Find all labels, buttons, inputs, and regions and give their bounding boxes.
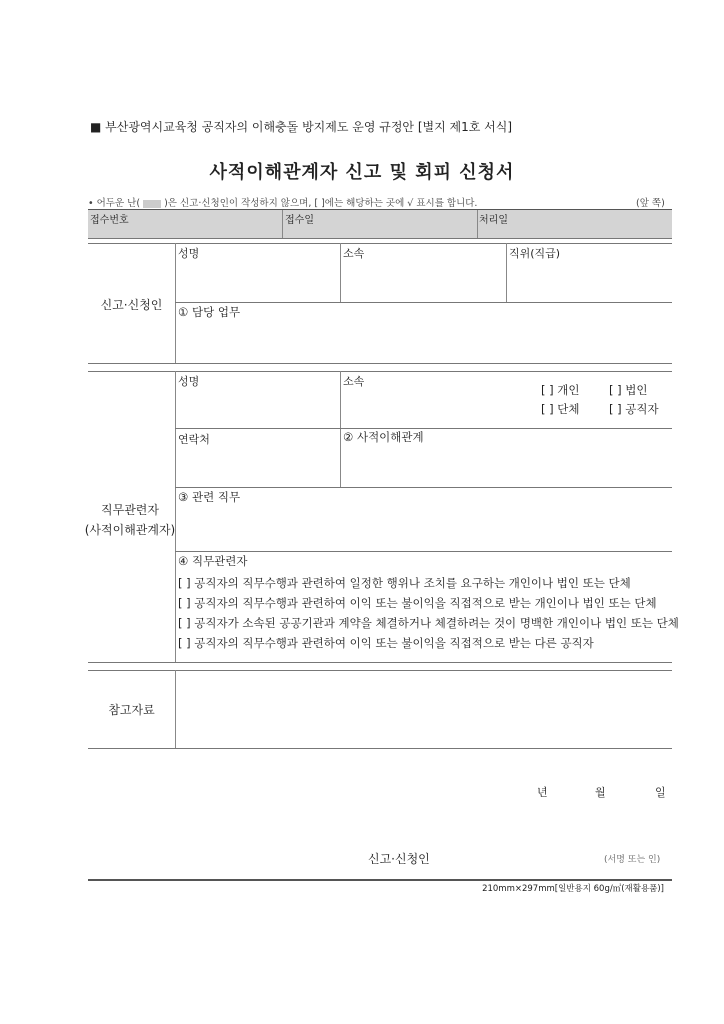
- related-section-label: [80, 500, 180, 540]
- footer-border: [88, 879, 672, 881]
- reference-section-label: 참고자료: [108, 703, 155, 717]
- related-row-divider: [175, 487, 672, 488]
- reporter-position-field[interactable]: 직위(직급): [509, 247, 561, 260]
- notice-text-after: )은 신고·신청인이 작성하지 않으며, [ ]에는 해당하는 곳에 √ 표시를 합니다.: [164, 198, 478, 209]
- shaded-area-sample: [143, 200, 161, 208]
- form-header: ■ 부산광역시교육청 공직자의 이해충돌 방지제도 운영 규정안 [별지 제1호 서식]: [90, 120, 513, 134]
- processing-date-label: 처리일: [479, 215, 508, 226]
- receipt-bottom-border: [88, 238, 672, 239]
- notice-text-before: • 어두운 난(: [88, 198, 141, 209]
- duty-relation-option[interactable]: [ ] 공직자의 직무수행과 관련하여 일정한 행위나 조치를 요구하는 개인이나 법인 또는 단체: [178, 576, 631, 590]
- related-section-label-line2: (사적이해관계자): [84, 523, 176, 537]
- reporter-bottom-border: [88, 363, 672, 364]
- related-row-divider: [175, 551, 672, 552]
- duty-relation-option[interactable]: [ ] 공직자의 직무수행과 관련하여 이익 또는 불이익을 직접적으로 받는 개인이나 법인 또는 단체: [178, 596, 657, 610]
- type-group-checkbox[interactable]: [ ] 단체: [541, 402, 580, 416]
- signature-label: 신고·신청인: [368, 852, 430, 866]
- reporter-divider: [340, 243, 341, 302]
- type-individual-checkbox[interactable]: [ ] 개인: [541, 383, 580, 397]
- related-section-label-line1: 직무관련자: [101, 503, 159, 517]
- reference-bottom-border: [88, 748, 672, 749]
- reporter-label-divider: [175, 243, 176, 363]
- type-official-checkbox[interactable]: [ ] 공직자: [609, 402, 659, 416]
- form-notice: [88, 195, 477, 209]
- receipt-row: [88, 210, 672, 238]
- related-duty-field[interactable]: ③ 관련 직무: [178, 490, 241, 504]
- duty-relation-option[interactable]: [ ] 공직자가 소속된 공공기관과 계약을 체결하거나 체결하려는 것이 명백한 개인이나 법인 또는 단체: [178, 616, 679, 630]
- receipt-number-label: 접수번호: [90, 215, 129, 226]
- related-divider: [340, 371, 341, 487]
- reporter-divider: [506, 243, 507, 302]
- reporter-section-label: 신고·신청인: [100, 298, 163, 312]
- paper-spec: 210mm×297mm[일반용지 60g/㎡(재활용품)]: [482, 884, 664, 894]
- reporter-duty-field[interactable]: ① 담당 업무: [178, 305, 241, 319]
- type-corporation-checkbox[interactable]: [ ] 법인: [609, 383, 648, 397]
- reporter-row-divider: [175, 302, 672, 303]
- reporter-affiliation-field[interactable]: 소속: [343, 247, 365, 260]
- related-bottom-border: [88, 662, 672, 663]
- duty-relation-title: ④ 직무관련자: [178, 554, 248, 568]
- form-title: 사적이해관계자 신고 및 회피 신청서: [209, 162, 515, 183]
- duty-relation-option[interactable]: [ ] 공직자의 직무수행과 관련하여 이익 또는 불이익을 직접적으로 받는 다른 공직자: [178, 636, 594, 650]
- related-relationship-field[interactable]: ② 사적이해관계: [343, 430, 424, 444]
- date-year-label: 년: [537, 786, 548, 799]
- related-affiliation-field[interactable]: 소속: [343, 375, 365, 388]
- date-month-label: 월: [595, 786, 606, 799]
- page-side-note: (앞 쪽): [636, 198, 665, 209]
- receipt-divider: [282, 210, 283, 238]
- reference-field[interactable]: [176, 671, 672, 747]
- related-name-field[interactable]: 성명: [178, 375, 200, 388]
- related-contact-field[interactable]: 연락처: [178, 433, 210, 446]
- date-day-label: 일: [655, 786, 666, 799]
- receipt-divider: [477, 210, 478, 238]
- receipt-date-label: 접수일: [285, 215, 314, 226]
- reporter-name-field[interactable]: 성명: [178, 247, 200, 260]
- signature-note: (서명 또는 인): [604, 855, 661, 865]
